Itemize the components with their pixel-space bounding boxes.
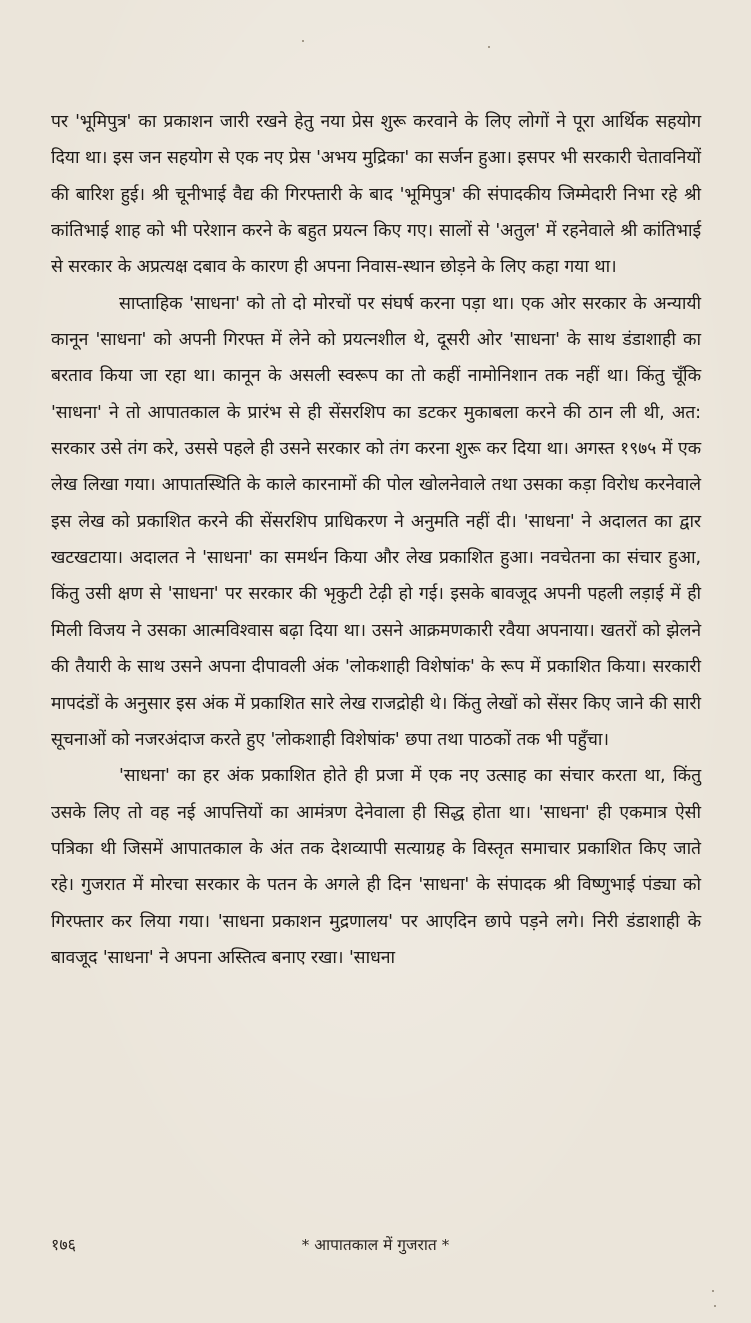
running-title: * आपातकाल में गुजरात *	[301, 1236, 450, 1254]
paper-speck	[712, 1290, 714, 1292]
body-text	[51, 104, 701, 976]
paper-speck	[488, 46, 490, 48]
paragraph-2: साप्ताहिक 'साधना' को तो दो मोरचों पर संघर्ष करना पड़ा था। एक ओर सरकार के अन्यायी कानून 'साधना' को अपनी गिरफ्त में लेने को प्रयत्नशील थे, दूसरी ओर 'साधना' के साथ डंडाशाही का बरताव किया जा रहा था। कानून के असली स्वरूप का तो कहीं नामोनिशान तक नहीं था। किंतु चूँकि 'साधना' ने तो आपातकाल के प्रारंभ से ही सेंसरशिप का डटकर मुकाबला करने की ठान ली थी, अत: सरकार उसे तंग करे, उससे पहले ही उसने सरकार को तंग करना शुरू कर दिया था। अगस्त १९७५ में एक लेख लिखा गया। आपातस्थिति के काले कारनामों की पोल खोलनेवाले तथा उसका कड़ा विरोध करनेवाले इस लेख को प्रकाशित करने की सेंसरशिप प्राधिकरण ने अनुमति नहीं दी। 'साधना' ने अदालत का द्वार खटखटाया। अदालत ने 'साधना' का समर्थन किया और लेख प्रकाशित हुआ। नवचेतना का संचार हुआ, किंतु उसी क्षण से 'साधना' पर सरकार की भृकुटी टेढ़ी हो गई। इसके बावजूद अपनी पहली लड़ाई में ही मिली विजय ने उसका आत्मविश्वास बढ़ा दिया था। उसने आक्रमणकारी रवैया अपनाया। खतरों को झेलने की तैयारी के साथ उसने अपना दीपावली अंक 'लोकशाही विशेषांक' के रूप में प्रकाशित किया। सरकारी मापदंडों के अनुसार इस अंक में प्रकाशित सारे लेख राजद्रोही थे। किंतु लेखों को सेंसर किए जाने की सारी सूचनाओं को नजरअंदाज करते हुए 'लोकशाही विशेषांक' छपा तथा पाठकों तक भी पहुँचा।	[51, 293, 701, 750]
paper-speck	[714, 1305, 716, 1307]
page-number: १७६	[51, 1235, 76, 1254]
paragraph-3: 'साधना' का हर अंक प्रकाशित होते ही प्रजा में एक नए उत्साह का संचार करता था, किंतु उसके लिए तो वह नई आपत्तियों का आमंत्रण देनेवाला ही सिद्ध होता था। 'साधना' ही एकमात्र ऐसी पत्रिका थी जिसमें आपातकाल के अंत तक देशव्यापी सत्याग्रह के विस्तृत समाचार प्रकाशित किए जाते रहे। गुजरात में मोरचा सरकार के पतन के अगले ही दिन 'साधना' के संपादक श्री विष्णुभाई पंड्या को गिरफ्तार कर लिया गया। 'साधना प्रकाशन मुद्रणालय' पर आएदिन छापे पड़ने लगे। निरी डंडाशाही के बावजूद 'साधना' ने अपना अस्तित्व बनाए रखा। 'साधना	[51, 766, 701, 968]
paragraph-1: पर 'भूमिपुत्र' का प्रकाशन जारी रखने हेतु नया प्रेस शुरू करवाने के लिए लोगों ने पूरा आर्थिक सहयोग दिया था। इस जन सहयोग से एक नए प्रेस 'अभय मुद्रिका' का सर्जन हुआ। इसपर भी सरकारी चेतावनियों की बारिश हुई। श्री चूनीभाई वैद्य की गिरफ्तारी के बाद 'भूमिपुत्र' की संपादकीय जिम्मेदारी निभा रहे श्री कांतिभाई शाह को भी परेशान करने के बहुत प्रयत्न किए गए। सालों से 'अतुल' में रहनेवाले श्री कांतिभाई से सरकार के अप्रत्यक्ष दबाव के कारण ही अपना निवास-स्थान छोड़ने के लिए कहा गया था।	[51, 112, 701, 278]
page-footer	[0, 1233, 751, 1263]
paper-speck	[302, 40, 304, 42]
